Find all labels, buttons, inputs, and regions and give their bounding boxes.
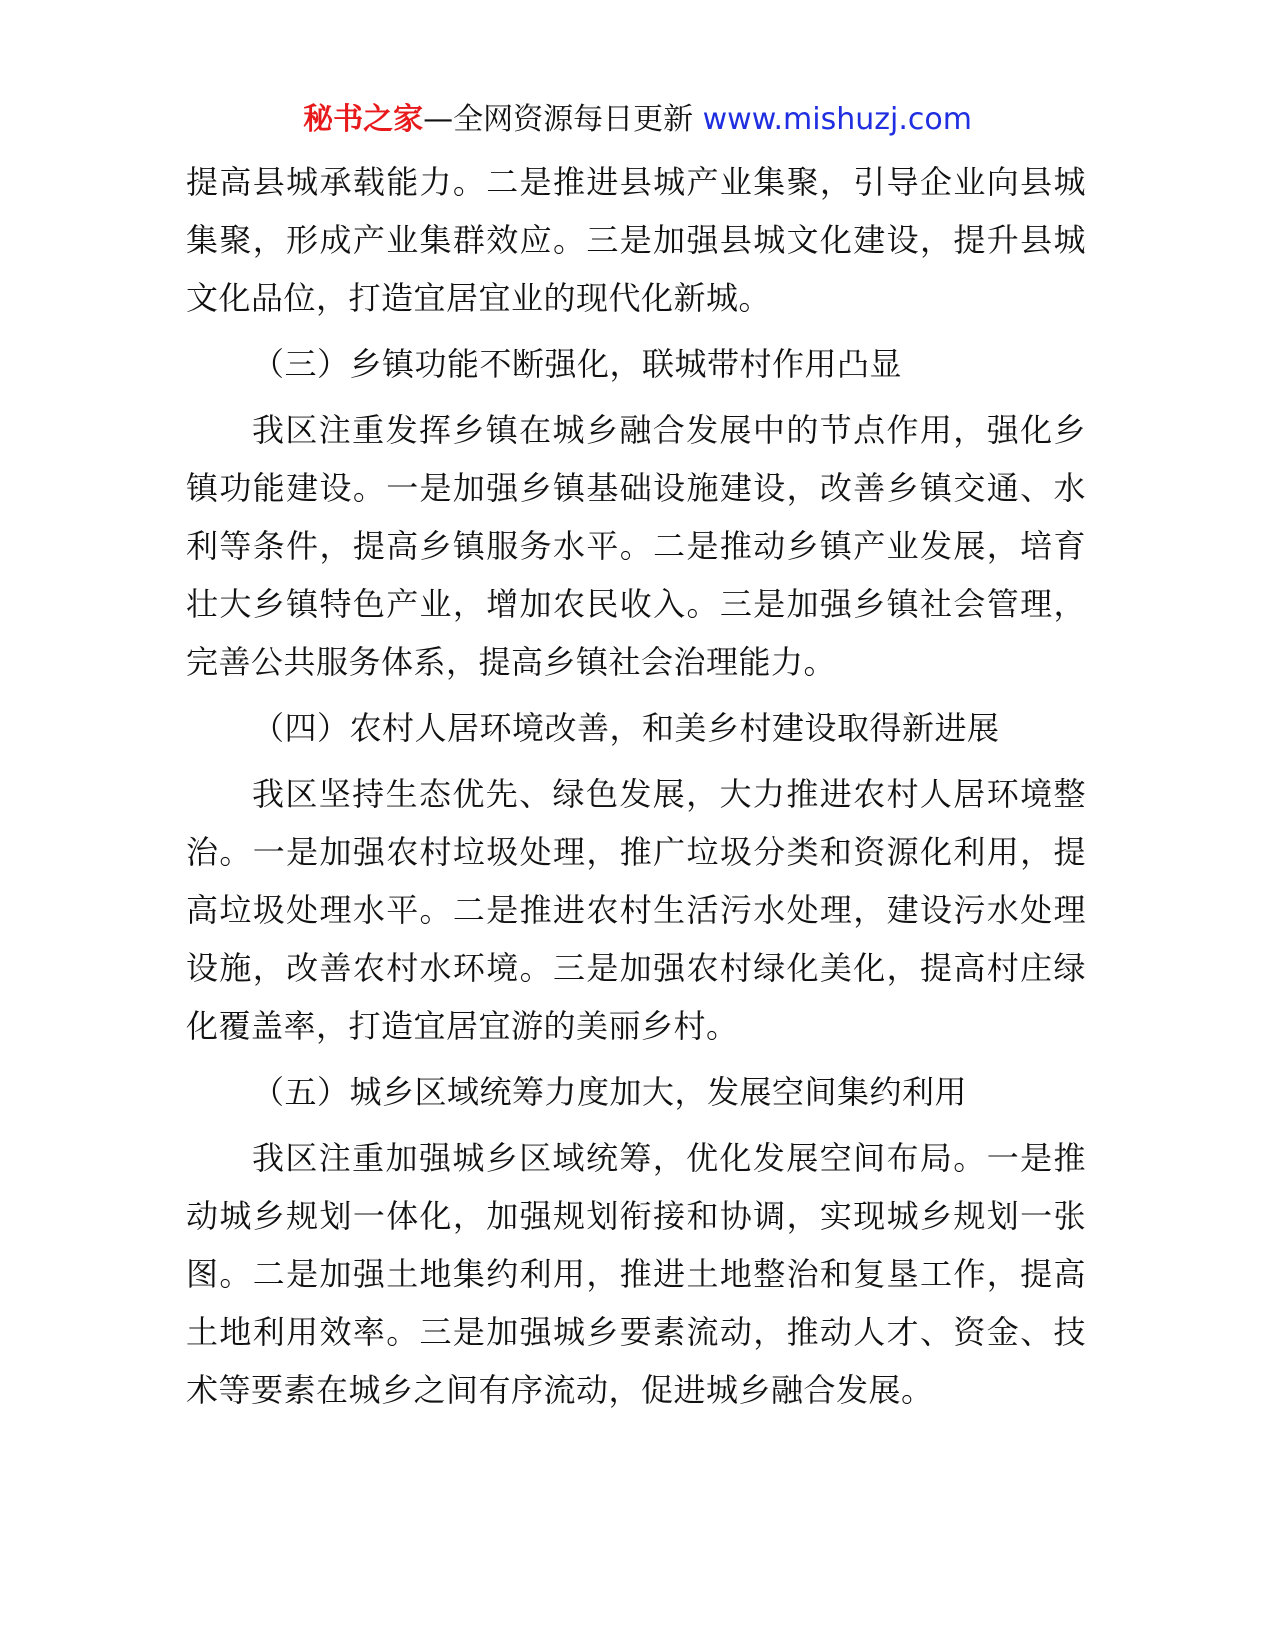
brand-name: 秘书之家 <box>303 102 424 137</box>
paragraph-section-5: 我区注重加强城乡区域统筹，优化发展空间布局。一是推动城乡规划一体化，加强规划衔接和协调，实现城乡规划一张图。二是加强土地集约利用，推进土地整治和复垦工作，提高土地利用效率。三是加强城乡要素流动，推动人才、资金、技术等要素在城乡之间有序流动，促进城乡融合发展。 <box>186 1139 1086 1409</box>
paragraph-section-4: 我区坚持生态优先、绿色发展，大力推进农村人居环境整治。一是加强农村垃圾处理，推广垃圾分类和资源化利用，提高垃圾处理水平。二是推进农村生活污水处理，建设污水处理设施，改善农村水环境。三是加强农村绿化美化，提高村庄绿化覆盖率，打造宜居宜游的美丽乡村。 <box>186 775 1086 1045</box>
header-tagline: —全网资源每日更新 <box>423 102 703 137</box>
section-heading-4: （四）农村人居环境改善，和美乡村建设取得新进展 <box>252 709 1000 747</box>
section-heading-5: （五）城乡区域统筹力度加大，发展空间集约利用 <box>252 1073 968 1111</box>
website-link[interactable]: www.mishuzj.com <box>702 102 972 137</box>
section-heading-3: （三）乡镇功能不断强化，联城带村作用凸显 <box>252 345 903 383</box>
paragraph-section-3: 我区注重发挥乡镇在城乡融合发展中的节点作用，强化乡镇功能建设。一是加强乡镇基础设施建设，改善乡镇交通、水利等条件，提高乡镇服务水平。二是推动乡镇产业发展，培育壮大乡镇特色产业，增加农民收入。三是加强乡镇社会管理，完善公共服务体系，提高乡镇社会治理能力。 <box>186 411 1086 681</box>
page-header <box>0 98 1275 142</box>
paragraph-continued: 提高县城承载能力。二是推进县城产业集聚，引导企业向县城集聚，形成产业集群效应。三是加强县城文化建设，提升县城文化品位，打造宜居宜业的现代化新城。 <box>186 163 1086 317</box>
document-body <box>186 153 1086 1427</box>
